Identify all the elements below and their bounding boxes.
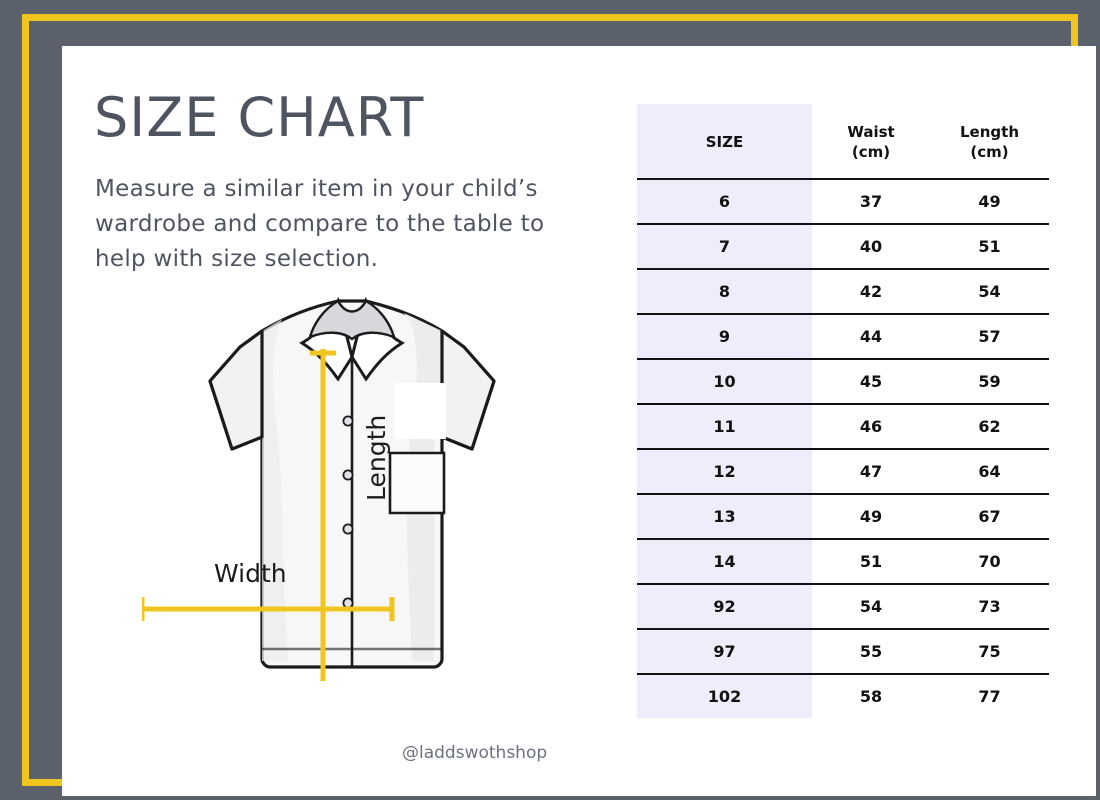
page-title: SIZE CHART (94, 86, 425, 149)
cell-size: 10 (637, 359, 812, 404)
shirt-illustration (142, 261, 562, 681)
instruction-text: Measure a similar item in your child’s wardrobe and compare to the table to help with size selection. (95, 176, 545, 272)
cell-waist: 40 (812, 224, 930, 269)
cell-waist: 51 (812, 539, 930, 584)
cell-waist: 42 (812, 269, 930, 314)
table-row (637, 494, 1049, 539)
table-row (637, 629, 1049, 674)
cell-waist: 54 (812, 584, 930, 629)
column-header-size (637, 104, 812, 179)
size-chart-card (62, 46, 1096, 796)
cell-waist: 45 (812, 359, 930, 404)
cell-length: 54 (930, 269, 1049, 314)
cell-length: 51 (930, 224, 1049, 269)
table-row (637, 674, 1049, 718)
column-header-length-unit: (cm) (970, 143, 1009, 161)
cell-size: 7 (637, 224, 812, 269)
table-row (637, 179, 1049, 224)
width-label: Width (214, 559, 287, 588)
cell-length: 75 (930, 629, 1049, 674)
table-row (637, 584, 1049, 629)
cell-length: 77 (978, 687, 1001, 706)
cell-waist: 58 (859, 687, 883, 706)
cell-length: 70 (930, 539, 1049, 584)
column-header-waist-unit: (cm) (851, 143, 891, 161)
cell-size: 102 (637, 674, 812, 718)
column-header-waist-label: Waist (847, 123, 895, 141)
cell-waist: 47 (812, 449, 930, 494)
cell-size: 14 (637, 539, 812, 584)
table-row (637, 449, 1049, 494)
table-row (637, 224, 1049, 269)
cell-size: 92 (637, 584, 812, 629)
cell-length: 57 (930, 314, 1049, 359)
column-header-length-label: Length (960, 123, 1019, 141)
table-row (637, 539, 1049, 584)
cell-size: 9 (637, 314, 812, 359)
shirt-svg (142, 261, 562, 681)
cell-size: 97 (637, 629, 812, 674)
table-row (637, 314, 1049, 359)
size-table (637, 104, 1049, 718)
cell-length: 67 (930, 494, 1049, 539)
table-head (637, 104, 1049, 179)
cell-length: 64 (930, 449, 1049, 494)
cell-length: 73 (930, 584, 1049, 629)
cell-size: 11 (637, 404, 812, 449)
table-row (637, 269, 1049, 314)
cell-size: 12 (637, 449, 812, 494)
cell-waist: 46 (812, 404, 930, 449)
cell-length: 62 (930, 404, 1049, 449)
cell-size: 13 (637, 494, 812, 539)
column-header-waist (812, 104, 930, 179)
shop-handle: @laddswothshop (402, 743, 548, 763)
table-body (637, 179, 1049, 718)
cell-length: 49 (930, 179, 1049, 224)
cell-size: 6 (637, 179, 812, 224)
cell-waist: 49 (812, 494, 930, 539)
cell-length: 59 (930, 359, 1049, 404)
cell-waist: 55 (812, 629, 930, 674)
table-row (637, 359, 1049, 404)
gold-border-frame (22, 14, 1078, 786)
cell-waist: 37 (812, 179, 930, 224)
column-header-length (930, 104, 1049, 179)
length-label: Length (362, 414, 391, 501)
size-table-wrap (637, 104, 1057, 718)
cell-waist: 44 (812, 314, 930, 359)
column-header-size-label: SIZE (705, 133, 744, 151)
cell-size: 8 (637, 269, 812, 314)
table-row (637, 404, 1049, 449)
table-header-row (637, 104, 1049, 179)
